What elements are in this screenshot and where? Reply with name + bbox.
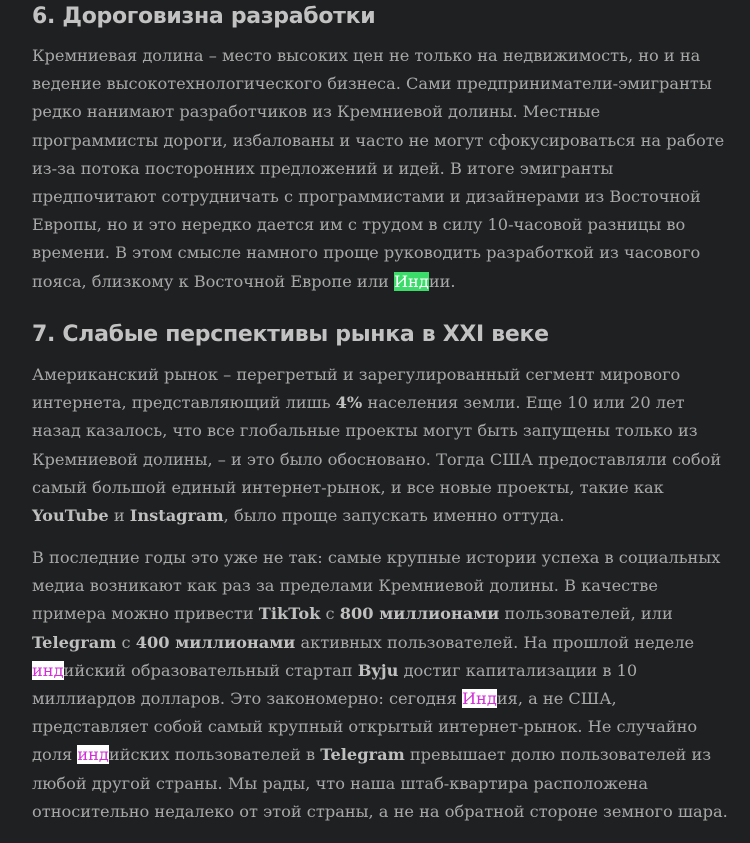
bold-text: YouTube [32, 506, 109, 526]
bold-text: 4% [335, 393, 363, 413]
text-run: достиг капитализации в 10 миллиардов долларов. Это закономерно: сегодня [32, 660, 638, 709]
text-run: ии. [428, 271, 456, 291]
text-run: активных пользователей. На прошлой неделе [295, 632, 695, 652]
search-match: Инд [461, 689, 497, 709]
search-match: инд [32, 660, 64, 680]
text-run: населения земли. Еще 10 или 20 лет назад казалось, что все глобальные проекты могут быть запущены только из Кремниевой долины, – и это было обосновано. Тогда США предоставляли собой самый большой единый интернет-рынок, и все новые проекты, такие как [32, 393, 722, 497]
section-heading: 7. Слабые перспективы рынка в XXI веке [32, 322, 549, 347]
text-run: ия, а не США, представляет собой самый крупный открытый интернет-рынок. Не случайно доля [32, 689, 698, 765]
text-run: с [320, 604, 340, 624]
bold-text: Telegram [320, 745, 405, 765]
bold-text: 800 миллионами [339, 604, 500, 624]
search-match: инд [77, 745, 109, 765]
text-run: с [116, 632, 136, 652]
text-run: Американский рынок – перегретый и зарегулированный сегмент мирового интернета, представляющий лишь [32, 365, 681, 413]
bold-text: Telegram [32, 632, 117, 652]
text-run: Кремниевая долина – место высоких цен не только на недвижимость, но и на ведение высокотехнологического бизнеса. Сами предприниматели-эмигранты редко нанимают разработчиков из Кремниевой долины. Местные программисты дороги, избалованы и часто не могут сфокусироваться на работе из-за потока посторонних предложений и идей. В итоге эмигранты предпочитают сотрудничать с программистами и дизайнерами из Восточной Европы, но и это нередко дается им с трудом в силу 10-часовой разницы во времени. В этом смысле намного проще руководить разработкой из часового пояса, близкому к Восточной Европе или [32, 46, 725, 291]
highlighted-text: Инд [393, 271, 429, 291]
paragraph [32, 42, 728, 296]
text-run: пользователей, или [499, 604, 673, 624]
text-run: и [108, 506, 130, 526]
bold-text: TikTok [258, 604, 321, 624]
section-heading: 6. Дороговизна разработки [32, 4, 376, 29]
bold-text: Instagram [129, 506, 224, 526]
bold-text: 400 миллионами [135, 632, 296, 652]
text-run: ийский образовательный стартап [63, 660, 358, 680]
paragraph [32, 361, 728, 530]
text-run: ийских пользователей в [108, 745, 321, 765]
text-run: превышает долю пользователей из любой другой страны. Мы рады, что наша штаб-квартира расположена относительно недалеко от этой страны, а не на обратной стороне земного шара. [32, 745, 728, 821]
text-run: В последние годы это уже не так: самые крупные истории успеха в социальных медиа возникают как раз за пределами Кремниевой долины. В качестве примера можно привести [32, 548, 721, 624]
bold-text: Byju [357, 660, 399, 680]
text-run: , было проще запускать именно оттуда. [223, 506, 565, 526]
paragraph [32, 544, 728, 826]
